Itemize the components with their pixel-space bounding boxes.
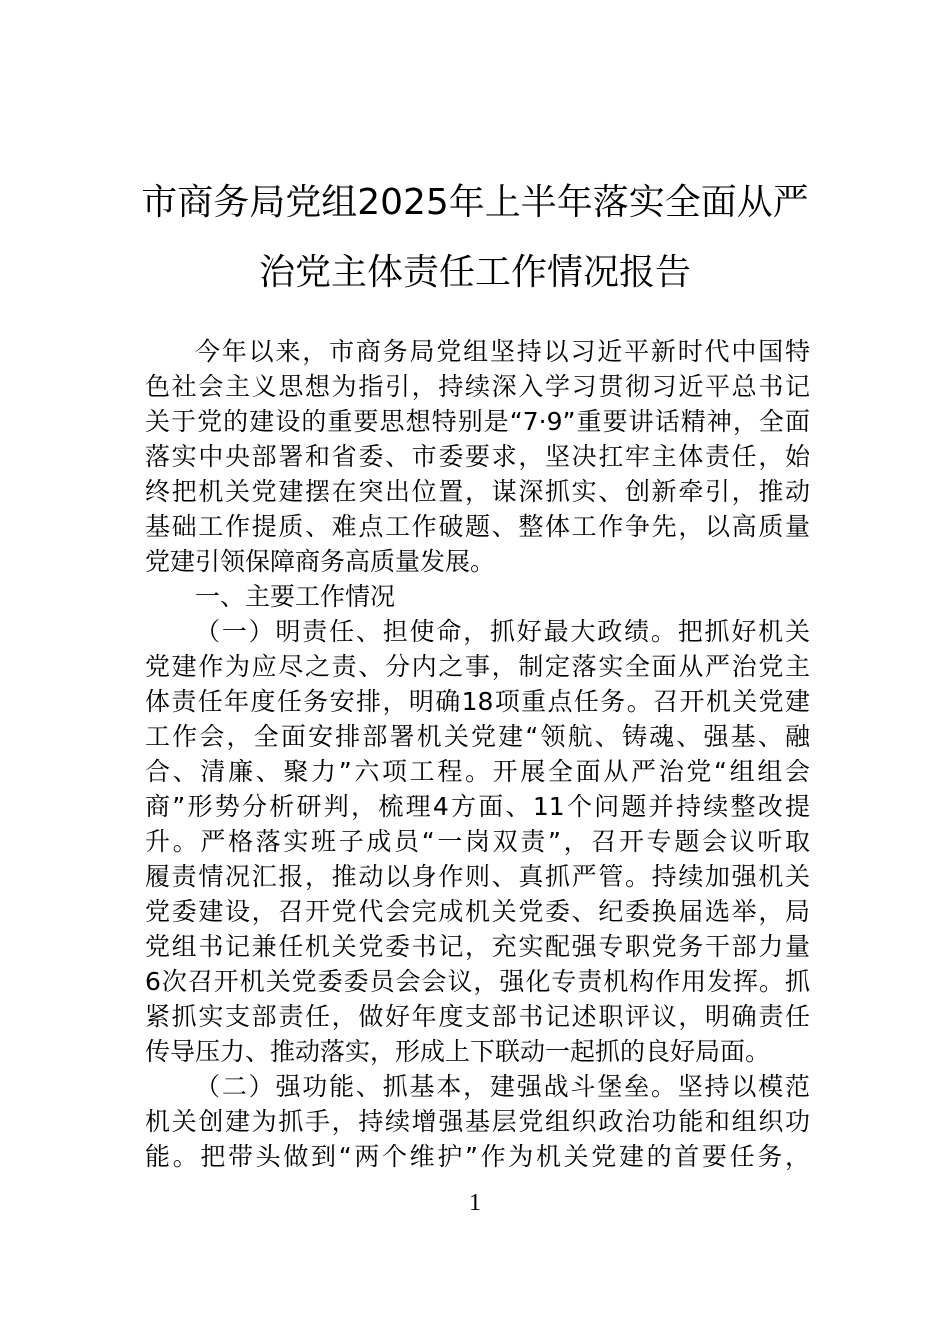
- paragraph-line: 升。严格落实班子成员“一岗双责”，召开专题会议听取: [145, 827, 810, 856]
- paragraph-line: 今年以来，市商务局党组坚持以习近平新时代中国特: [195, 337, 810, 366]
- paragraph-line: 党组书记兼任机关党委书记，充实配强专职党务干部力量: [145, 932, 810, 961]
- document-title: [140, 168, 810, 308]
- paragraph-line: 基础工作提质、难点工作破题、整体工作争先，以高质量: [145, 512, 810, 541]
- paragraph-line: 6次召开机关党委委员会会议，强化专责机构作用发挥。抓: [145, 967, 810, 996]
- section-heading: 一、主要工作情况: [195, 582, 396, 611]
- paragraph-line: 落实中央部署和省委、市委要求，坚决扛牢主体责任，始: [145, 442, 810, 471]
- paragraph-line: 色社会主义思想为指引，持续深入学习贯彻习近平总书记: [145, 372, 810, 401]
- paragraph-line: 关于党的建设的重要思想特别是“7·9”重要讲话精神，全面: [145, 407, 810, 436]
- paragraph-line: 能。把带头做到“两个维护”作为机关党建的首要任务，: [145, 1142, 810, 1171]
- paragraph-line: 工作会，全面安排部署机关党建“领航、铸魂、强基、融: [145, 722, 810, 751]
- paragraph-line: 紧抓实支部责任，做好年度支部书记述职评议，明确责任: [145, 1002, 810, 1031]
- paragraph-line: 机关创建为抓手，持续增强基层党组织政治功能和组织功: [145, 1107, 810, 1136]
- paragraph-line: 履责情况汇报，推动以身作则、真抓严管。持续加强机关: [145, 862, 810, 891]
- paragraph-line: 传导压力、推动落实，形成上下联动一起抓的良好局面。: [145, 1037, 771, 1066]
- paragraph-line: 终把机关党建摆在突出位置，谋深抓实、创新牵引，推动: [145, 477, 810, 506]
- paragraph-line: （二）强功能、抓基本，建强战斗堡垒。坚持以模范: [195, 1072, 810, 1101]
- paragraph-line: 体责任年度任务安排，明确18项重点任务。召开机关党建: [145, 687, 810, 716]
- paragraph-line: 合、清廉、聚力”六项工程。开展全面从严治党“组组会: [145, 757, 810, 786]
- paragraph-line: 商”形势分析研判，梳理4方面、11个问题并持续整改提: [145, 792, 810, 821]
- document-body: [145, 334, 810, 1174]
- paragraph-line: 党委建设，召开党代会完成机关党委、纪委换届选举，局: [145, 897, 810, 926]
- paragraph-line: 党建引领保障商务高质量发展。: [145, 547, 496, 576]
- title-line-1: 市商务局党组2025年上半年落实全面从严: [141, 182, 809, 223]
- page-number: 1: [469, 1190, 481, 1216]
- paragraph-line: （一）明责任、担使命，抓好最大政绩。把抓好机关: [195, 617, 810, 646]
- paragraph-line: 党建作为应尽之责、分内之事，制定落实全面从严治党主: [145, 652, 810, 681]
- title-line-2: 治党主体责任工作情况报告: [258, 252, 691, 293]
